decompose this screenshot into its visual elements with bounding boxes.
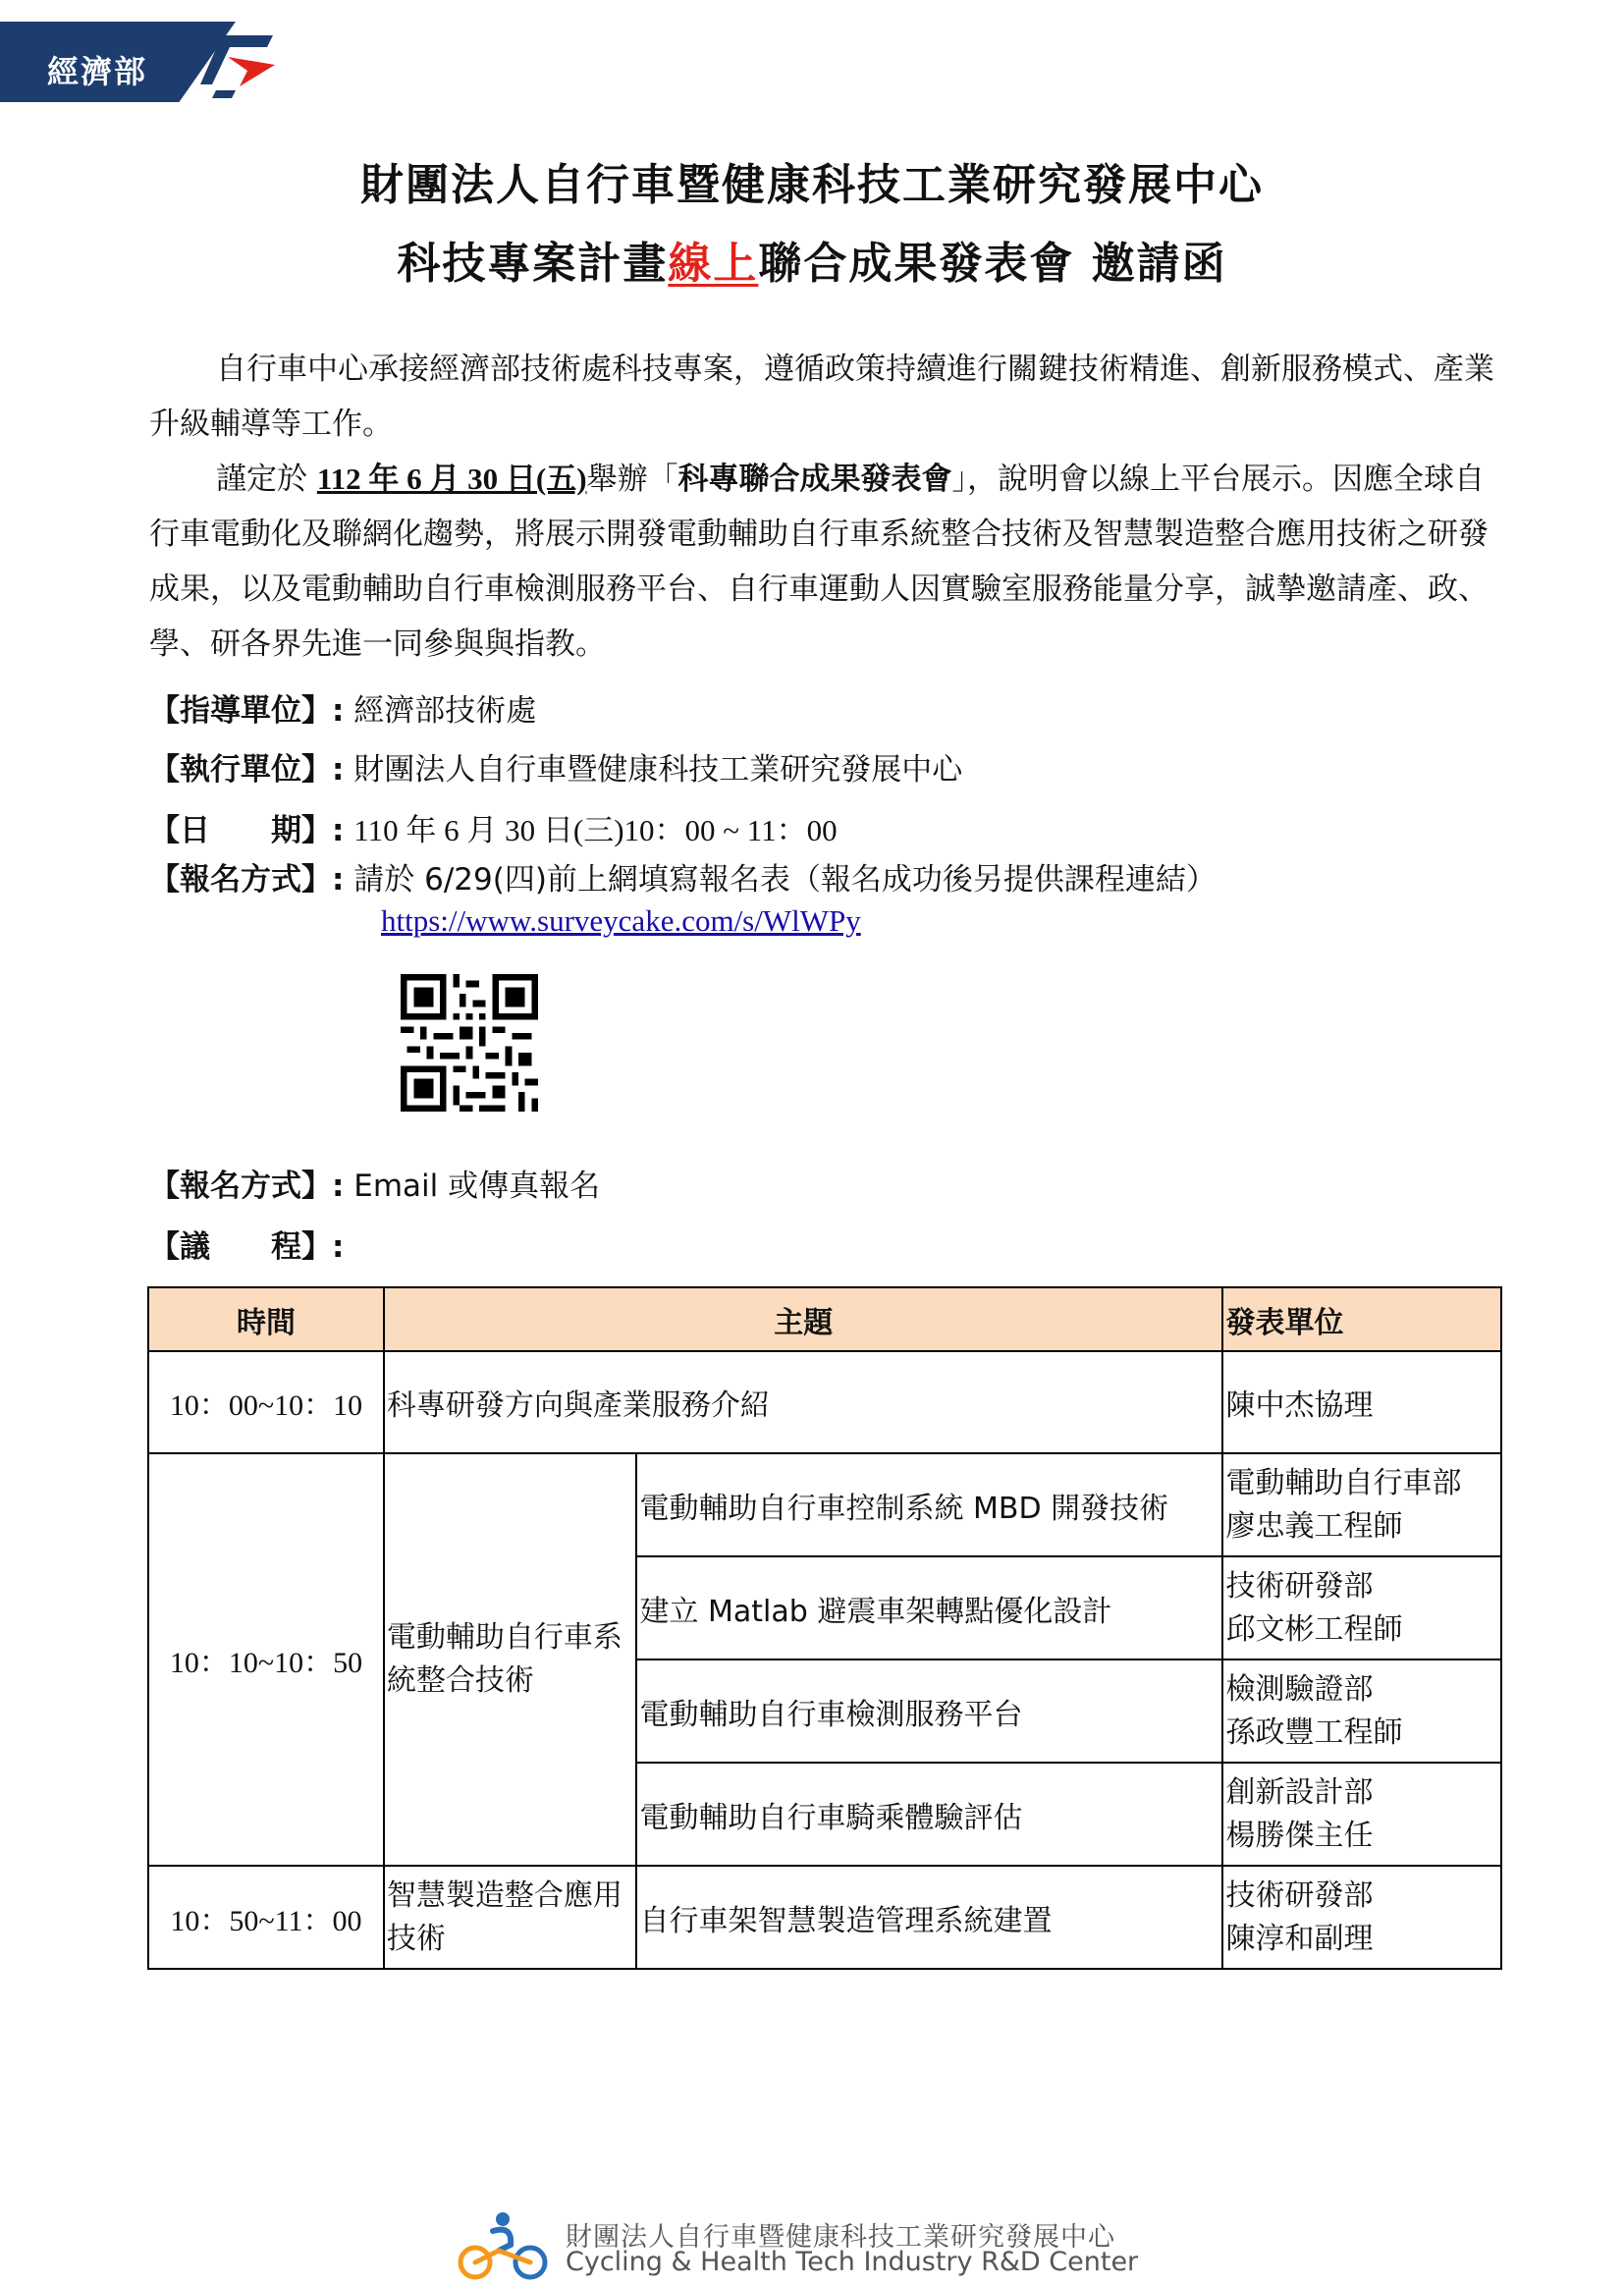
agenda-time: 10：00~10：10 xyxy=(148,1351,384,1453)
unit-dept: 技術研發部 xyxy=(1225,1877,1374,1913)
unit-person: 邱文彬工程師 xyxy=(1225,1611,1403,1647)
unit-dept: 創新設計部 xyxy=(1225,1774,1374,1810)
exec-unit-value: 財團法人自行車暨健康科技工業研究發展中心 xyxy=(353,752,963,788)
agenda-label: 【議 程】 xyxy=(149,1229,332,1265)
title-online-highlight: 線上 xyxy=(668,239,759,289)
intro-paragraph-2 xyxy=(149,452,1494,672)
registration2-line: 【報名方式】: Email 或傳真報名 xyxy=(149,1169,601,1204)
document-title-line1: 財團法人自行車暨健康科技工業研究發展中心 xyxy=(360,160,1264,210)
unit-person: 楊勝傑主任 xyxy=(1225,1818,1374,1853)
qr-code-icon[interactable] xyxy=(401,974,538,1112)
date-line: 【日 期】: 110 年 6 月 30 日(三)10：00 ~ 11：00 xyxy=(149,813,838,848)
agenda-time: 10：50~11：00 xyxy=(148,1866,384,1969)
document-title-line2 xyxy=(0,228,1624,291)
agenda-topic: 自行車架智慧製造管理系統建置 xyxy=(636,1866,1222,1969)
date-label: 【日 期】 xyxy=(149,813,332,848)
table-row xyxy=(148,1866,1501,1969)
agenda-theme: 電動輔助自行車系統整合技術 xyxy=(384,1453,637,1866)
p2-rest: 」，說明會以線上平台展示。因應全球自行車電動化及聯網化趨勢，將展示開發電動輔助自行車系統整合技術及智慧製造整合應用技術之研發成果，以及電動輔助自行車檢測服務平台、自行車運動人因實驗室服務能量分享，誠摯邀請產、政、學、研各界先進一同參與與指教。 xyxy=(149,462,1489,662)
intro-paragraph-1: 自行車中心承接經濟部技術處科技專案，遵循政策持續進行關鍵技術精進、創新服務模式、產業升級輔導等工作。 xyxy=(149,352,1494,442)
event-name: 科專聯合成果發表會 xyxy=(677,462,952,497)
table-row xyxy=(148,1453,1501,1556)
title-part-b: 聯合成果發表會 邀請函 xyxy=(758,239,1227,289)
agenda-topic: 電動輔助自行車檢測服務平台 xyxy=(636,1659,1222,1763)
guide-unit-line: 【指導單位】: 經濟部技術處 xyxy=(149,693,537,729)
agenda-heading-line: 【議 程】: xyxy=(149,1229,345,1265)
agenda-topic: 電動輔助自行車控制系統 MBD 開發技術 xyxy=(636,1453,1222,1556)
registration-label: 【報名方式】 xyxy=(149,862,332,898)
p2-mid: 舉辦「 xyxy=(586,462,678,497)
unit-dept: 電動輔助自行車部 xyxy=(1225,1465,1462,1500)
registration-value: 請於 6/29(四)前上網填寫報名表（報名成功後另提供課程連結） xyxy=(353,862,1217,898)
header-time: 時間 xyxy=(148,1287,384,1351)
unit-person: 孫政豐工程師 xyxy=(1225,1714,1403,1750)
unit-person: 陳淳和副理 xyxy=(1225,1921,1374,1956)
agenda-time: 10：10~10：50 xyxy=(148,1453,384,1866)
registration2-value: Email 或傳真報名 xyxy=(353,1169,601,1204)
event-date: 112 年 6 月 30 日(五) xyxy=(316,462,587,496)
p2-lead: 謹定於 xyxy=(216,462,317,497)
agenda-unit xyxy=(1222,1763,1501,1866)
registration-line: 【報名方式】: 請於 6/29(四)前上網填寫報名表（報名成功後另提供課程連結） xyxy=(149,862,1217,898)
date-value: 110 年 6 月 30 日(三)10：00 ~ 11：00 xyxy=(353,813,838,847)
unit-dept: 技術研發部 xyxy=(1225,1568,1374,1604)
ministry-label: 經濟部 xyxy=(47,53,148,90)
agenda-unit xyxy=(1222,1453,1501,1556)
agenda-theme: 智慧製造整合應用技術 xyxy=(384,1866,637,1969)
exec-unit-label: 【執行單位】 xyxy=(149,752,332,788)
unit-dept: 檢測驗證部 xyxy=(1225,1671,1374,1707)
agenda-header-row xyxy=(148,1287,1501,1351)
agenda-topic: 科專研發方向與產業服務介紹 xyxy=(384,1351,1223,1453)
footer-org-name-en: Cycling & Health Tech Industry R&D Center xyxy=(566,2247,1139,2277)
agenda-topic: 建立 Matlab 避震車架轉點優化設計 xyxy=(636,1556,1222,1659)
title-part-a: 科技專案計畫 xyxy=(397,239,669,289)
cycling-center-logo-icon xyxy=(454,2211,562,2284)
guide-unit-value: 經濟部技術處 xyxy=(353,693,537,729)
agenda-topic: 電動輔助自行車騎乘體驗評估 xyxy=(636,1763,1222,1866)
footer-org-name-zh: 財團法人自行車暨健康科技工業研究發展中心 xyxy=(566,2222,1115,2253)
agenda-unit xyxy=(1222,1556,1501,1659)
unit-person: 廖忠義工程師 xyxy=(1225,1508,1403,1544)
ministry-logo-icon xyxy=(192,27,281,104)
guide-unit-label: 【指導單位】 xyxy=(149,693,332,729)
agenda-unit xyxy=(1222,1866,1501,1969)
agenda-unit: 陳中杰協理 xyxy=(1222,1351,1501,1453)
exec-unit-line: 【執行單位】: 財團法人自行車暨健康科技工業研究發展中心 xyxy=(149,752,963,788)
registration-link[interactable]: https://www.surveycake.com/s/WlWPy xyxy=(381,903,861,938)
agenda-table xyxy=(147,1286,1502,1970)
registration2-label: 【報名方式】 xyxy=(149,1169,332,1204)
header-unit: 發表單位 xyxy=(1222,1287,1501,1351)
agenda-unit xyxy=(1222,1659,1501,1763)
table-row xyxy=(148,1351,1501,1453)
header-topic: 主題 xyxy=(384,1287,1223,1351)
